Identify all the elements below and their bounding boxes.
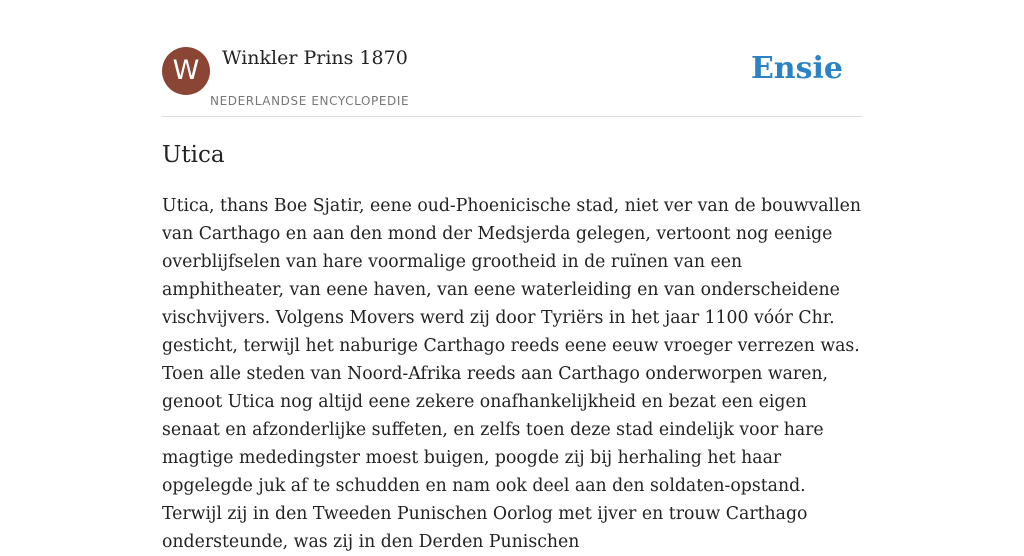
source-title[interactable]: Winkler Prins 1870 (222, 47, 408, 69)
source-avatar[interactable]: W (162, 47, 210, 95)
source-subtitle: NEDERLANDSE ENCYCLOPEDIE (210, 94, 410, 108)
article-title: Utica (162, 142, 225, 168)
ensie-logo[interactable]: Ensie (750, 51, 843, 86)
article-body: Utica, thans Boe Sjatir, eene oud-Phoenicische stad, niet ver van de bouwvallen van Carthago en aan den mond der Medsjerda gelegen, vertoont nog eenige overblijfselen van hare voormalige grootheid in de ruïnen van een amphitheater, van eene haven, van eene waterleiding en van onderscheidene vischvijvers. Volgens Movers werd zij door Tyriërs in het jaar 1100 vóór Chr. gesticht, terwijl het naburige Carthago reeds eene eeuw vroeger verrezen was. Toen alle steden van Noord-Afrika reeds aan Carthago onderworpen waren, genoot Utica nog altijd eene zekere onafhankelijkheid en bezat een eigen senaat en afzonderlijke suffeten, en zelfs toen deze stad eindelijk voor hare magtige mededingster moest buigen, poogde zij bij herhaling het haar opgelegde juk af te schudden en nam ook deel aan den soldaten-opstand. Terwijl zij in den Tweeden Punischen Oorlog met ijver en trouw Carthago ondersteunde, was zij in den Derden Punischen (162, 196, 861, 552)
source-header (162, 46, 862, 117)
